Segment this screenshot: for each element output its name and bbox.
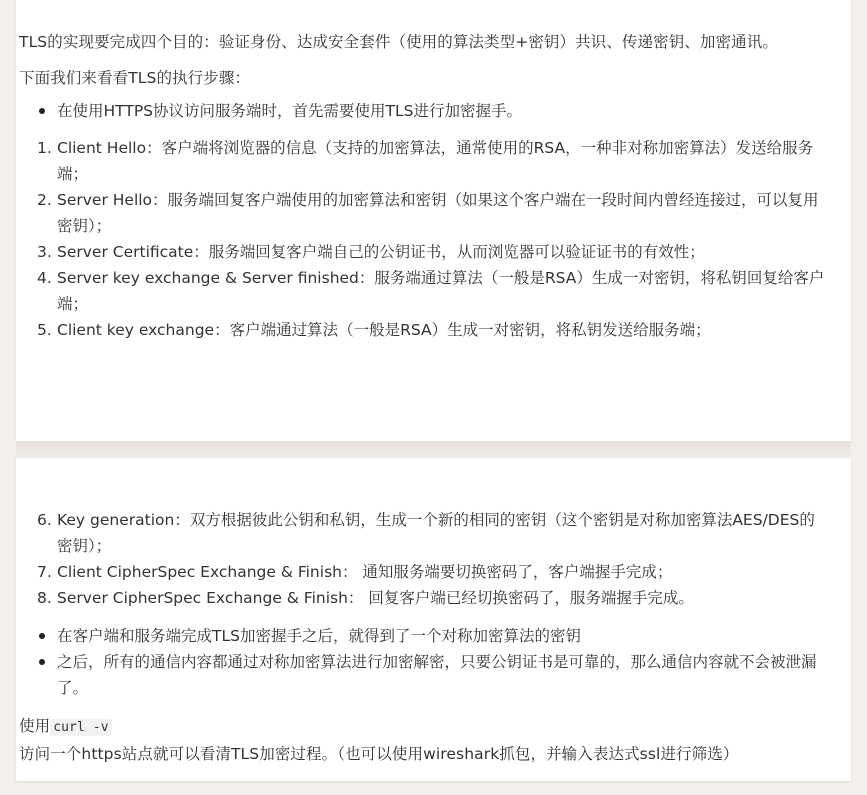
step-number: 3. xyxy=(37,243,52,261)
step-text: Key generation：双方根据彼此公钥和私钥，生成一个新的相同的密钥（这个密钥是对称加密算法AES/DES的密钥）； xyxy=(57,511,815,555)
list-item xyxy=(19,585,827,611)
steps-list-top xyxy=(19,135,827,343)
step-number: 1. xyxy=(37,139,52,157)
step-text: Server key exchange & Server finished：服务端通过算法（一般是RSA）生成一对密钥，将私钥回复给客户端； xyxy=(57,269,825,313)
inline-code: curl -v xyxy=(50,719,112,736)
bullet-list-bottom xyxy=(19,623,827,701)
list-item xyxy=(19,649,827,701)
bullet-icon xyxy=(39,659,45,665)
intro-paragraph: TLS的实现要完成四个目的：验证身份、达成安全套件（使用的算法类型+密钥）共识、传递密钥、加密通讯。 xyxy=(19,33,778,51)
step-number: 4. xyxy=(37,269,52,287)
step-text: Server Hello：服务端回复客户端使用的加密算法和密钥（如果这个客户端在一段时间内曾经连接过，可以复用密钥）； xyxy=(57,191,819,235)
bullet-icon xyxy=(39,108,45,114)
step-number: 6. xyxy=(37,511,52,529)
bullet-icon xyxy=(39,633,45,639)
closing-paragraph xyxy=(19,713,827,767)
list-item xyxy=(19,507,827,559)
step-text: Server Certificate：服务端回复客户端自己的公钥证书，从而浏览器可以验证证书的有效性； xyxy=(57,243,705,261)
bullet-text: 在客户端和服务端完成TLS加密握手之后，就得到了一个对称加密算法的密钥 xyxy=(57,627,581,645)
closing-text-end: 访问一个https站点就可以看清TLS加密过程。（也可以使用wireshark抓包，并输入表达式ssl进行筛选） xyxy=(19,745,739,763)
steps-list-bottom xyxy=(19,507,827,611)
list-item xyxy=(19,98,827,124)
list-item xyxy=(19,559,827,585)
section-divider xyxy=(16,441,851,458)
list-item xyxy=(19,239,827,265)
step-number: 2. xyxy=(37,191,52,209)
step-text: Client key exchange：客户端通过算法（一般是RSA）生成一对密钥，将私钥发送给服务端； xyxy=(57,321,711,339)
step-number: 7. xyxy=(37,563,52,581)
step-text: Client CipherSpec Exchange & Finish： 通知服务端要切换密码了，客户端握手完成； xyxy=(57,563,673,581)
bullet-list-top xyxy=(19,98,827,124)
step-number: 5. xyxy=(37,321,52,339)
list-item xyxy=(19,265,827,317)
article-top-content xyxy=(19,29,827,343)
step-number: 8. xyxy=(37,589,52,607)
step-text: Server CipherSpec Exchange & Finish： 回复客户端已经切换密码了，服务端握手完成。 xyxy=(57,589,694,607)
closing-text-start: 使用 xyxy=(19,717,51,735)
list-item xyxy=(19,135,827,187)
list-item xyxy=(19,623,827,649)
bullet-text: 在使用HTTPS协议访问服务端时，首先需要使用TLS进行加密握手。 xyxy=(57,102,522,120)
list-item xyxy=(19,187,827,239)
list-item xyxy=(19,317,827,343)
step-text: Client Hello：客户端将浏览器的信息（支持的加密算法，通常使用的RSA，一种非对称加密算法）发送给服务端； xyxy=(57,139,814,183)
bullet-text: 之后，所有的通信内容都通过对称加密算法进行加密解密，只要公钥证书是可靠的，那么通信内容就不会被泄漏了。 xyxy=(57,653,817,697)
steps-heading: 下面我们来看看TLS的执行步骤： xyxy=(19,69,251,87)
article-bottom-content xyxy=(19,507,827,767)
